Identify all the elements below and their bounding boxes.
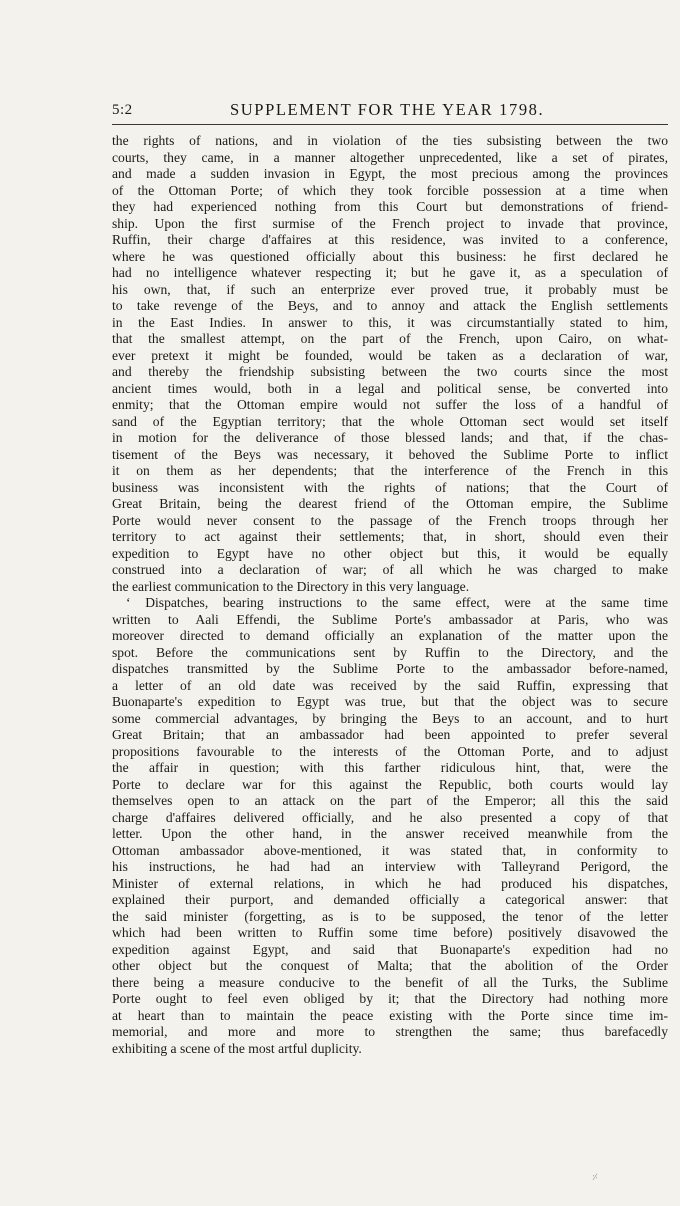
text-line: tisement of the Beys was necessary, it behoved the Sublime Porte to inflict bbox=[112, 446, 668, 462]
page-header bbox=[112, 100, 670, 122]
text-line: moreover directed to demand officially an explanation of the matter upon the bbox=[112, 628, 668, 643]
text-line: construed into a declaration of war; of all which he was charged to make bbox=[112, 562, 668, 577]
text-line: Minister of external relations, in which he had produced his dispatches, bbox=[112, 875, 668, 891]
text-line: memorial, and more and more to strengthen the same; thus barefacedly bbox=[112, 1024, 668, 1039]
text-line: spot. Before the communications sent by Ruffin to the Directory, and the bbox=[112, 644, 668, 660]
text-line: in motion for the deliverance of those blessed lands; and that, if the chas- bbox=[112, 430, 668, 445]
text-line: there being a measure conducive to the benefit of all the Turks, the Sublime bbox=[112, 974, 668, 990]
text-line: dispatches transmitted by the Sublime Porte to the ambassador before-named, bbox=[112, 661, 668, 676]
text-line: of the Ottoman Porte; of which they took forcible possession at a time when bbox=[112, 182, 668, 198]
text-line: other object but the conquest of Malta; that the abolition of the Order bbox=[112, 958, 668, 973]
text-line: Porte to declare war for this against the Republic, both courts would lay bbox=[112, 776, 668, 792]
text-line: they had experienced nothing from this Court but demonstrations of friend- bbox=[112, 199, 668, 214]
text-line: written to Aali Effendi, the Sublime Porte's ambassador at Paris, who was bbox=[112, 611, 668, 627]
text-line: charge d'affaires delivered officially, and he also presented a copy of that bbox=[112, 809, 668, 825]
text-line: a letter of an old date was received by the said Ruffin, expressing that bbox=[112, 677, 668, 693]
text-line: ancient times would, both in a legal and political sense, be converted into bbox=[112, 380, 668, 396]
text-line: at heart than to maintain the peace existing with the Porte since time im- bbox=[112, 1007, 668, 1023]
text-line: exhibiting a scene of the most artful duplicity. bbox=[112, 1040, 362, 1056]
text-line: Great Britain, being the dearest friend of the Ottoman empire, the Sublime bbox=[112, 496, 668, 511]
text-line: territory to act against their settlements; that, in short, should even their bbox=[112, 529, 668, 544]
text-line: and made a sudden invasion in Egypt, the most precious among the provinces bbox=[112, 166, 668, 181]
text-line: letter. Upon the other hand, in the answer received meanwhile from the bbox=[112, 826, 668, 841]
text-line: the rights of nations, and in violation of the ties subsisting between the two bbox=[112, 133, 668, 148]
text-line: business was inconsistent with the rights of nations; that the Court of bbox=[112, 479, 668, 495]
text-line: that the smallest attempt, on the part of the French, upon Cairo, on what- bbox=[112, 331, 668, 346]
text-line: Ruffin, their charge d'affaires at this residence, was invited to a conference, bbox=[112, 232, 668, 247]
text-line: Buonaparte's expedition to Egypt was true, but that the object was to secure bbox=[112, 694, 668, 709]
text-line: Ottoman ambassador above-mentioned, it was stated that, in conformity to bbox=[112, 842, 668, 858]
running-title: SUPPLEMENT FOR THE YEAR 1798. bbox=[230, 100, 545, 119]
text-line: some commercial advantages, by bringing the Beys to an account, and to hurt bbox=[112, 710, 668, 726]
body-text bbox=[112, 133, 668, 1057]
text-line: enmity; that the Ottoman empire would not suffer the loss of a handful of bbox=[112, 397, 668, 412]
text-line: his instructions, he had had an interview with Talleyrand Perigord, the bbox=[112, 859, 668, 874]
text-line: his own, that, if such an enterprize ever proved true, it probably must be bbox=[112, 281, 668, 297]
text-line: the affair in question; with this farther ridiculous hint, that, were the bbox=[112, 760, 668, 775]
text-line: the earliest communication to the Directory in this very language. bbox=[112, 578, 470, 594]
text-line: Great Britain; that an ambassador had been appointed to prefer several bbox=[112, 727, 668, 742]
text-line: expedition against Egypt, and said that Buonaparte's expedition had no bbox=[112, 941, 668, 957]
text-line: Porte would never consent to the passage of the French troops through her bbox=[112, 512, 668, 528]
text-line: ever pretext it might be founded, would be taken as a declaration of war, bbox=[112, 347, 668, 363]
text-line: and thereby the friendship subsisting between the two courts since the most bbox=[112, 364, 668, 379]
text-line: to take revenge of the Beys, and to annoy and attack the English settlements bbox=[112, 298, 668, 313]
text-line: had no intelligence whatever respecting it; but he gave it, as a speculation of bbox=[112, 265, 668, 280]
text-line: where he was questioned officially about this business: he first declared he bbox=[112, 248, 668, 264]
header-rule bbox=[112, 124, 668, 125]
printer-mark: ⸓ bbox=[592, 1172, 598, 1182]
paragraph bbox=[112, 133, 668, 595]
page-number: 5:2 bbox=[112, 102, 133, 118]
text-line: which had been written to Ruffin some time before) positively disavowed the bbox=[112, 925, 668, 940]
text-line: themselves open to an attack on the part of the Emperor; all this the said bbox=[112, 793, 668, 808]
paragraph bbox=[112, 595, 668, 1057]
text-line: ship. Upon the first surmise of the French project to invade that province, bbox=[112, 215, 668, 231]
text-line: propositions favourable to the interests of the Ottoman Porte, and to adjust bbox=[112, 743, 668, 759]
text-line: Porte ought to feel even obliged by it; that the Directory had nothing more bbox=[112, 991, 668, 1006]
text-line: explained their purport, and demanded officially a categorical answer: that bbox=[112, 892, 668, 907]
text-line: it on them as her dependents; that the interference of the French in this bbox=[112, 463, 668, 478]
text-line: sand of the Egyptian territory; that the whole Ottoman sect would set itself bbox=[112, 413, 668, 429]
text-line: in the East Indies. In answer to this, it was circumstantially stated to him, bbox=[112, 314, 668, 330]
text-line: the said minister (forgetting, as is to be supposed, the tenor of the letter bbox=[112, 908, 668, 924]
text-line: expedition to Egypt have no other object but this, it would be equally bbox=[112, 545, 668, 561]
text-line: ‘ Dispatches, bearing instructions to the same effect, were at the same time bbox=[126, 595, 668, 610]
text-line: courts, they came, in a manner altogether unprecedented, like a set of pirates, bbox=[112, 149, 668, 165]
